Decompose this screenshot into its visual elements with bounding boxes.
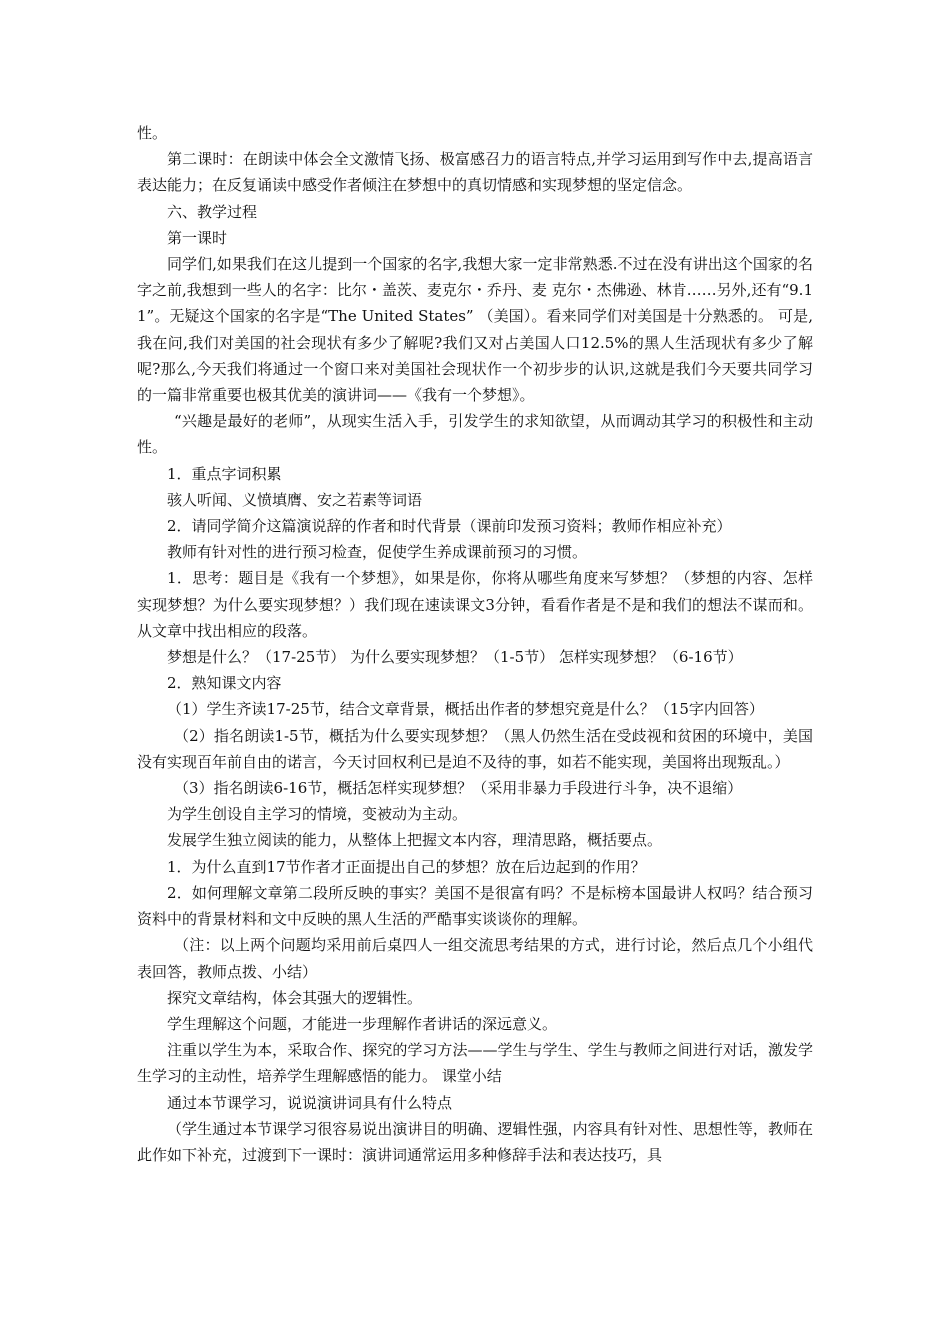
lesson-heading: 第一课时 <box>167 228 228 247</box>
paragraph: 探究文章结构，体会其强大的逻辑性。 <box>167 988 423 1007</box>
paragraph: 骇人听闻、义愤填膺、安之若素等词语 <box>167 490 423 509</box>
document-body <box>137 120 813 1168</box>
list-item: 2．熟知课文内容 <box>167 674 282 693</box>
list-item: （3）指名朗读6-16节，概括怎样实现梦想？（采用非暴力手段进行斗争，决不退缩） <box>174 779 743 798</box>
section-heading: 六、教学过程 <box>167 202 258 221</box>
paragraph: “兴趣是最好的老师”，从现实生活入手，引发学生的求知欲望，从而调动其学习的积极性和主动性。 <box>137 412 813 457</box>
list-item: 1．思考：题目是《我有一个梦想》，如果是你，你将从哪些角度来写梦想？（梦想的内容、怎样实现梦想？为什么要实现梦想？）我们现在速读课文3分钟，看看作者是不是和我们的想法不谋而和。从文章中找出相应的段落。 <box>137 569 813 640</box>
paragraph: 为学生创设自主学习的情境，变被动为主动。 <box>167 805 468 824</box>
paragraph: 第二课时：在朗读中体会全文激情飞扬、极富感召力的语言特点,并学习运用到写作中去,提高语言表达能力；在反复诵读中感受作者倾注在梦想中的真切情感和实现梦想的坚定信念。 <box>137 150 813 195</box>
paragraph: 通过本节课学习，说说演讲词具有什么特点 <box>167 1093 453 1112</box>
list-item: （2）指名朗读1-5节，概括为什么要实现梦想？（黑人仍然生活在受歧视和贫困的环境中，美国没有实现百年前自由的诺言，今天讨回权利已是迫不及待的事，如若不能实现，美国将出现叛乱。） <box>137 726 813 771</box>
paragraph: （学生通过本节课学习很容易说出演讲目的明确、逻辑性强，内容具有针对性、思想性等，教师在此作如下补充，过渡到下一课时：演讲词通常运用多种修辞手法和表达技巧，具 <box>137 1119 813 1164</box>
list-item: 1．重点字词积累 <box>167 464 282 483</box>
paragraph: 性。 <box>137 124 168 142</box>
paragraph: 注重以学生为本，采取合作、探究的学习方法——学生与学生、学生与教师之间进行对话，激发学生学习的主动性，培养学生理解感悟的能力。 课堂小结 <box>137 1041 813 1086</box>
list-item: 2．请同学简介这篇演说辞的作者和时代背景（课前印发预习资料；教师作相应补充） <box>167 517 732 536</box>
paragraph: 梦想是什么？（17-25节） 为什么要实现梦想？（1-5节） 怎样实现梦想？（6-16节） <box>167 648 743 667</box>
paragraph: 学生理解这个问题，才能进一步理解作者讲话的深远意义。 <box>167 1014 558 1033</box>
paragraph: 教师有针对性的进行预习检查，促使学生养成课前预习的习惯。 <box>167 543 588 562</box>
list-item: 1．为什么直到17节作者才正面提出自己的梦想？放在后边起到的作用？ <box>167 857 646 876</box>
paragraph: 同学们,如果我们在这儿提到一个国家的名字,我想大家一定非常熟悉.不过在没有讲出这个国家的名字之前,我想到一些人的名字：比尔・盖茨、麦克尔・乔丹、麦 克尔・杰佛逊、林肯……另外,还有“9.11”。无疑这个国家的名字是“The United States” （美国）。看来同学们对美国是十分熟悉的。 可是, 我在问,我们对美国的社会现状有多少了解呢?我们又对占美国人口12.5%的黑人生活现状有多少了解呢?那么,今天我们将通过一个窗口来对美国社会现状作一个初步步的认识,这就是我们今天要共同学习的一篇非常重要也极其优美的演讲词——《我有一个梦想》。 <box>137 255 813 405</box>
list-item: （1）学生齐读17-25节，结合文章背景，概括出作者的梦想究竟是什么？（15字内回答） <box>167 700 764 719</box>
list-item: 2．如何理解文章第二段所反映的事实？美国不是很富有吗？不是标榜本国最讲人权吗？结合预习资料中的背景材料和文中反映的黑人生活的严酷事实谈谈你的理解。 <box>137 883 813 929</box>
paragraph: （注：以上两个问题均采用前后桌四人一组交流思考结果的方式，进行讨论，然后点几个小组代表回答，教师点拨、小结） <box>137 936 813 981</box>
paragraph: 发展学生独立阅读的能力，从整体上把握文本内容，理清思路，概括要点。 <box>167 831 663 850</box>
